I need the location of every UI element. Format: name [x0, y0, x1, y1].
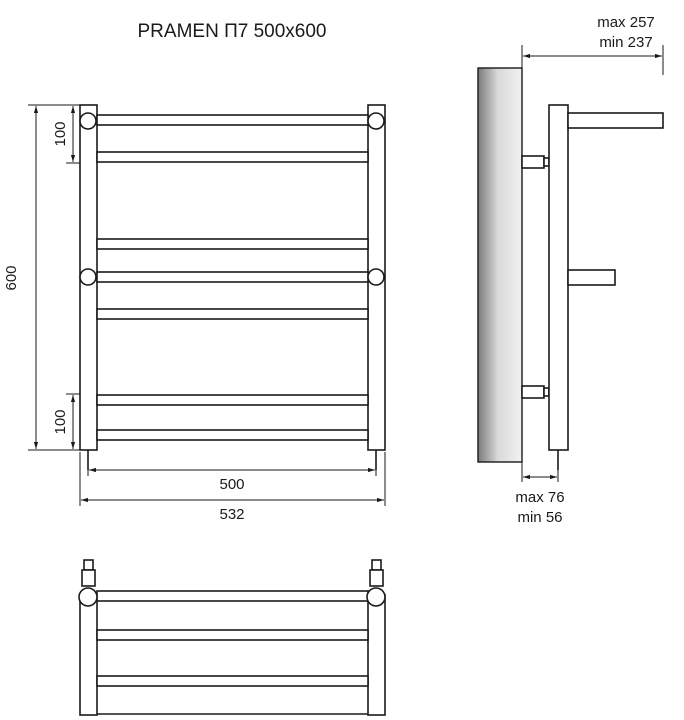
rung: [97, 152, 368, 162]
top-view-right-post: [368, 595, 385, 715]
front-view: [80, 105, 385, 470]
top-spacing-dimension: [52, 105, 80, 163]
depth-max-label: max 257: [597, 14, 655, 31]
outer-width-label: 532: [219, 506, 245, 523]
inner-width-dimension: [88, 455, 376, 493]
depth-dimension: [523, 14, 663, 75]
top-view: [79, 560, 385, 715]
top-view-valve-body: [82, 570, 95, 586]
side-view: [478, 45, 663, 470]
top-view-valve-body: [370, 570, 383, 586]
top-view-valve: [84, 560, 93, 570]
rung: [97, 309, 368, 319]
side-post: [549, 105, 568, 450]
rung: [97, 115, 368, 125]
offset-max-label: max 76: [515, 489, 565, 506]
inlet-fitting-icon: [80, 269, 96, 285]
inlet-fitting-icon: [367, 588, 385, 606]
top-spacing-label: 100: [52, 121, 69, 147]
diagram-title: PRAMEN П7 500x600: [137, 21, 327, 42]
inlet-fitting-icon: [368, 113, 384, 129]
offset-dimension: [515, 462, 564, 526]
top-shelf: [568, 113, 663, 128]
top-view-rung: [97, 591, 368, 601]
top-view-rung: [97, 676, 368, 686]
wall-fitting: [522, 386, 544, 398]
top-view-valve: [372, 560, 381, 570]
top-view-rung: [97, 630, 368, 640]
rung: [97, 272, 368, 282]
height-label: 600: [3, 265, 20, 291]
rungs: [97, 115, 368, 440]
inlet-fitting-icon: [79, 588, 97, 606]
bottom-spacing-label: 100: [52, 409, 69, 435]
height-dimension: [3, 105, 80, 450]
wall: [478, 68, 522, 462]
inlet-fitting-icon: [368, 269, 384, 285]
bottom-spacing-dimension: [52, 394, 80, 450]
offset-min-label: min 56: [517, 509, 563, 526]
top-view-left-post: [80, 595, 97, 715]
wall-fitting: [522, 156, 544, 168]
rung: [97, 430, 368, 440]
rung: [97, 395, 368, 405]
rung: [97, 239, 368, 249]
inlet-fitting-icon: [80, 113, 96, 129]
middle-shelf: [568, 270, 615, 285]
inner-width-label: 500: [219, 476, 245, 493]
depth-min-label: min 237: [599, 34, 653, 51]
